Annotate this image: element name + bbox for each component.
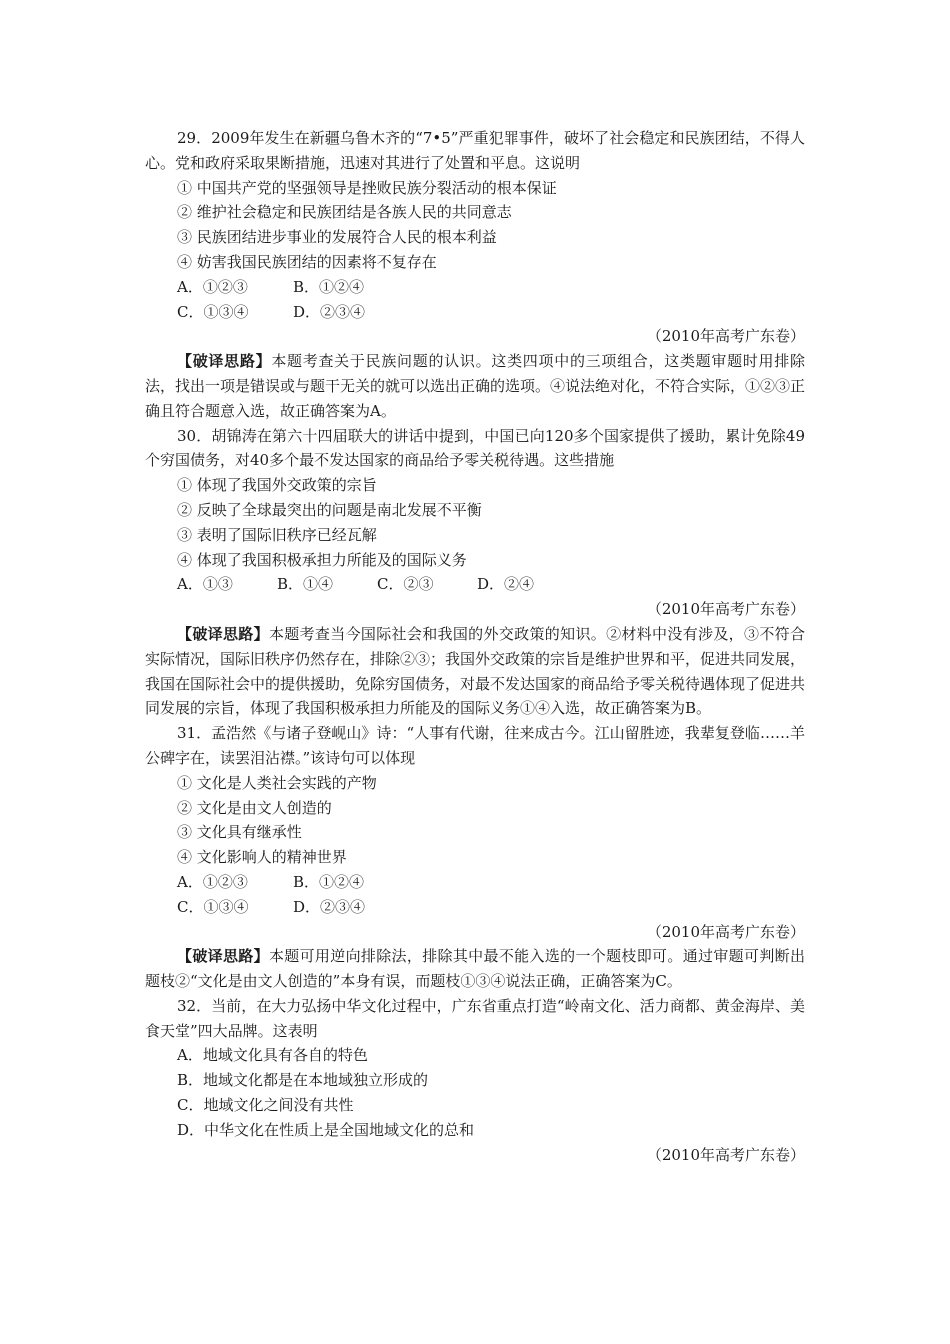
- question-stem: 30．胡锦涛在第六十四届联大的讲话中提到，中国已向120多个国家提供了援助，累计免除49个穷国债务，对40多个最不发达国家的商品给予零关税待遇。这些措施: [145, 426, 805, 470]
- answer-option: C．地域文化之间没有共性: [177, 1096, 354, 1115]
- analysis: [145, 349, 805, 423]
- statement-item: ④ 文化影响人的精神世界: [177, 848, 347, 867]
- question-stem: 29．2009年发生在新疆乌鲁木齐的“7•5”严重犯罪事件，破坏了社会稳定和民族团结，不得人心。党和政府采取果断措施，迅速对其进行了处置和平息。这说明: [145, 129, 805, 172]
- answer-option: D．②③④: [293, 897, 366, 916]
- answer-options-row: [145, 572, 805, 597]
- statement-item: ④ 妨害我国民族团结的因素将不复存在: [177, 252, 437, 271]
- answer-option: C．①③④: [177, 302, 249, 321]
- answer-options-row: [145, 895, 805, 920]
- question-stem: 32．当前，在大力弘扬中华文化过程中，广东省重点打造“岭南文化、活力商都、黄金海岸、美食天堂”四大品牌。这表明: [145, 996, 805, 1040]
- analysis-label: 【破译思路】: [177, 947, 269, 966]
- question-29: [145, 126, 805, 424]
- answer-option: B．①④: [277, 575, 334, 594]
- answer-options-row: [145, 300, 805, 325]
- question-source: （2010年高考广东卷）: [646, 1145, 805, 1164]
- statement-item: ① 中国共产党的坚强领导是挫败民族分裂活动的根本保证: [177, 178, 557, 197]
- statement-item: ① 体现了我国外交政策的宗旨: [177, 476, 377, 495]
- question-source: （2010年高考广东卷）: [646, 922, 805, 941]
- analysis: [145, 622, 805, 721]
- answer-option: A．地域文化具有各自的特色: [177, 1046, 368, 1065]
- answer-option: C．②③: [377, 575, 434, 594]
- answer-option: A．①②③: [177, 277, 248, 296]
- question-stem: 31．孟浩然《与诸子登岘山》诗：“人事有代谢，往来成古今。江山留胜迹，我辈复登临……羊公碑字在，读罢泪沾襟。”该诗句可以体现: [145, 724, 805, 767]
- answer-option: B．①②④: [293, 872, 365, 891]
- statement-item: ③ 民族团结进步事业的发展符合人民的根本利益: [177, 228, 497, 247]
- statement-item: ④ 体现了我国积极承担力所能及的国际义务: [177, 550, 467, 569]
- analysis-text: 本题可用逆向排除法，排除其中最不能入选的一个题枝即可。通过审题可判断出题枝②“文化是由文人创造的”本身有误，而题枝①③④说法正确，正确答案为C。: [145, 947, 805, 991]
- statement-item: ② 维护社会稳定和民族团结是各族人民的共同意志: [177, 203, 512, 222]
- statement-item: ② 文化是由文人创造的: [177, 798, 332, 817]
- answer-option: B．地域文化都是在本地域独立形成的: [177, 1071, 429, 1090]
- analysis-text: 本题考查关于民族问题的认识。这类四项中的三项组合，这类题审题时用排除法，找出一项是错误或与题干无关的就可以选出正确的选项。④说法绝对化，不符合实际，①②③正确且符合题意入选，故正确答案为A。: [145, 352, 806, 420]
- answer-option: B．①②④: [293, 277, 365, 296]
- analysis: [145, 944, 805, 994]
- answer-option: A．①③: [177, 575, 233, 594]
- analysis-text: 本题考查当今国际社会和我国的外交政策的知识。②材料中没有涉及，③不符合实际情况，国际旧秩序仍然存在，排除②③；我国外交政策的宗旨是维护世界和平，促进共同发展，我国在国际社会中的提供援助，免除穷国债务，对最不发达国家的商品给予零关税待遇体现了促进共同发展的宗旨，体现了我国积极承担力所能及的国际义务①④入选，故正确答案为B。: [145, 624, 806, 718]
- answer-option: D．中华文化在性质上是全国地域文化的总和: [177, 1120, 475, 1139]
- question-source: （2010年高考广东卷）: [646, 327, 805, 346]
- question-31: [145, 721, 805, 994]
- answer-options-row: [145, 870, 805, 895]
- answer-option: D．②④: [477, 575, 535, 594]
- statement-item: ② 反映了全球最突出的问题是南北发展不平衡: [177, 500, 482, 519]
- analysis-label: 【破译思路】: [177, 352, 272, 371]
- answer-options-row: [145, 275, 805, 300]
- analysis-label: 【破译思路】: [177, 624, 269, 643]
- statement-item: ③ 文化具有继承性: [177, 823, 302, 842]
- document-page: [145, 126, 805, 1167]
- question-30: [145, 424, 805, 722]
- question-source: （2010年高考广东卷）: [646, 600, 805, 619]
- question-32: [145, 994, 805, 1168]
- answer-option: D．②③④: [293, 302, 366, 321]
- answer-option: C．①③④: [177, 897, 249, 916]
- answer-option: A．①②③: [177, 872, 248, 891]
- statement-item: ③ 表明了国际旧秩序已经瓦解: [177, 525, 377, 544]
- statement-item: ① 文化是人类社会实践的产物: [177, 773, 377, 792]
